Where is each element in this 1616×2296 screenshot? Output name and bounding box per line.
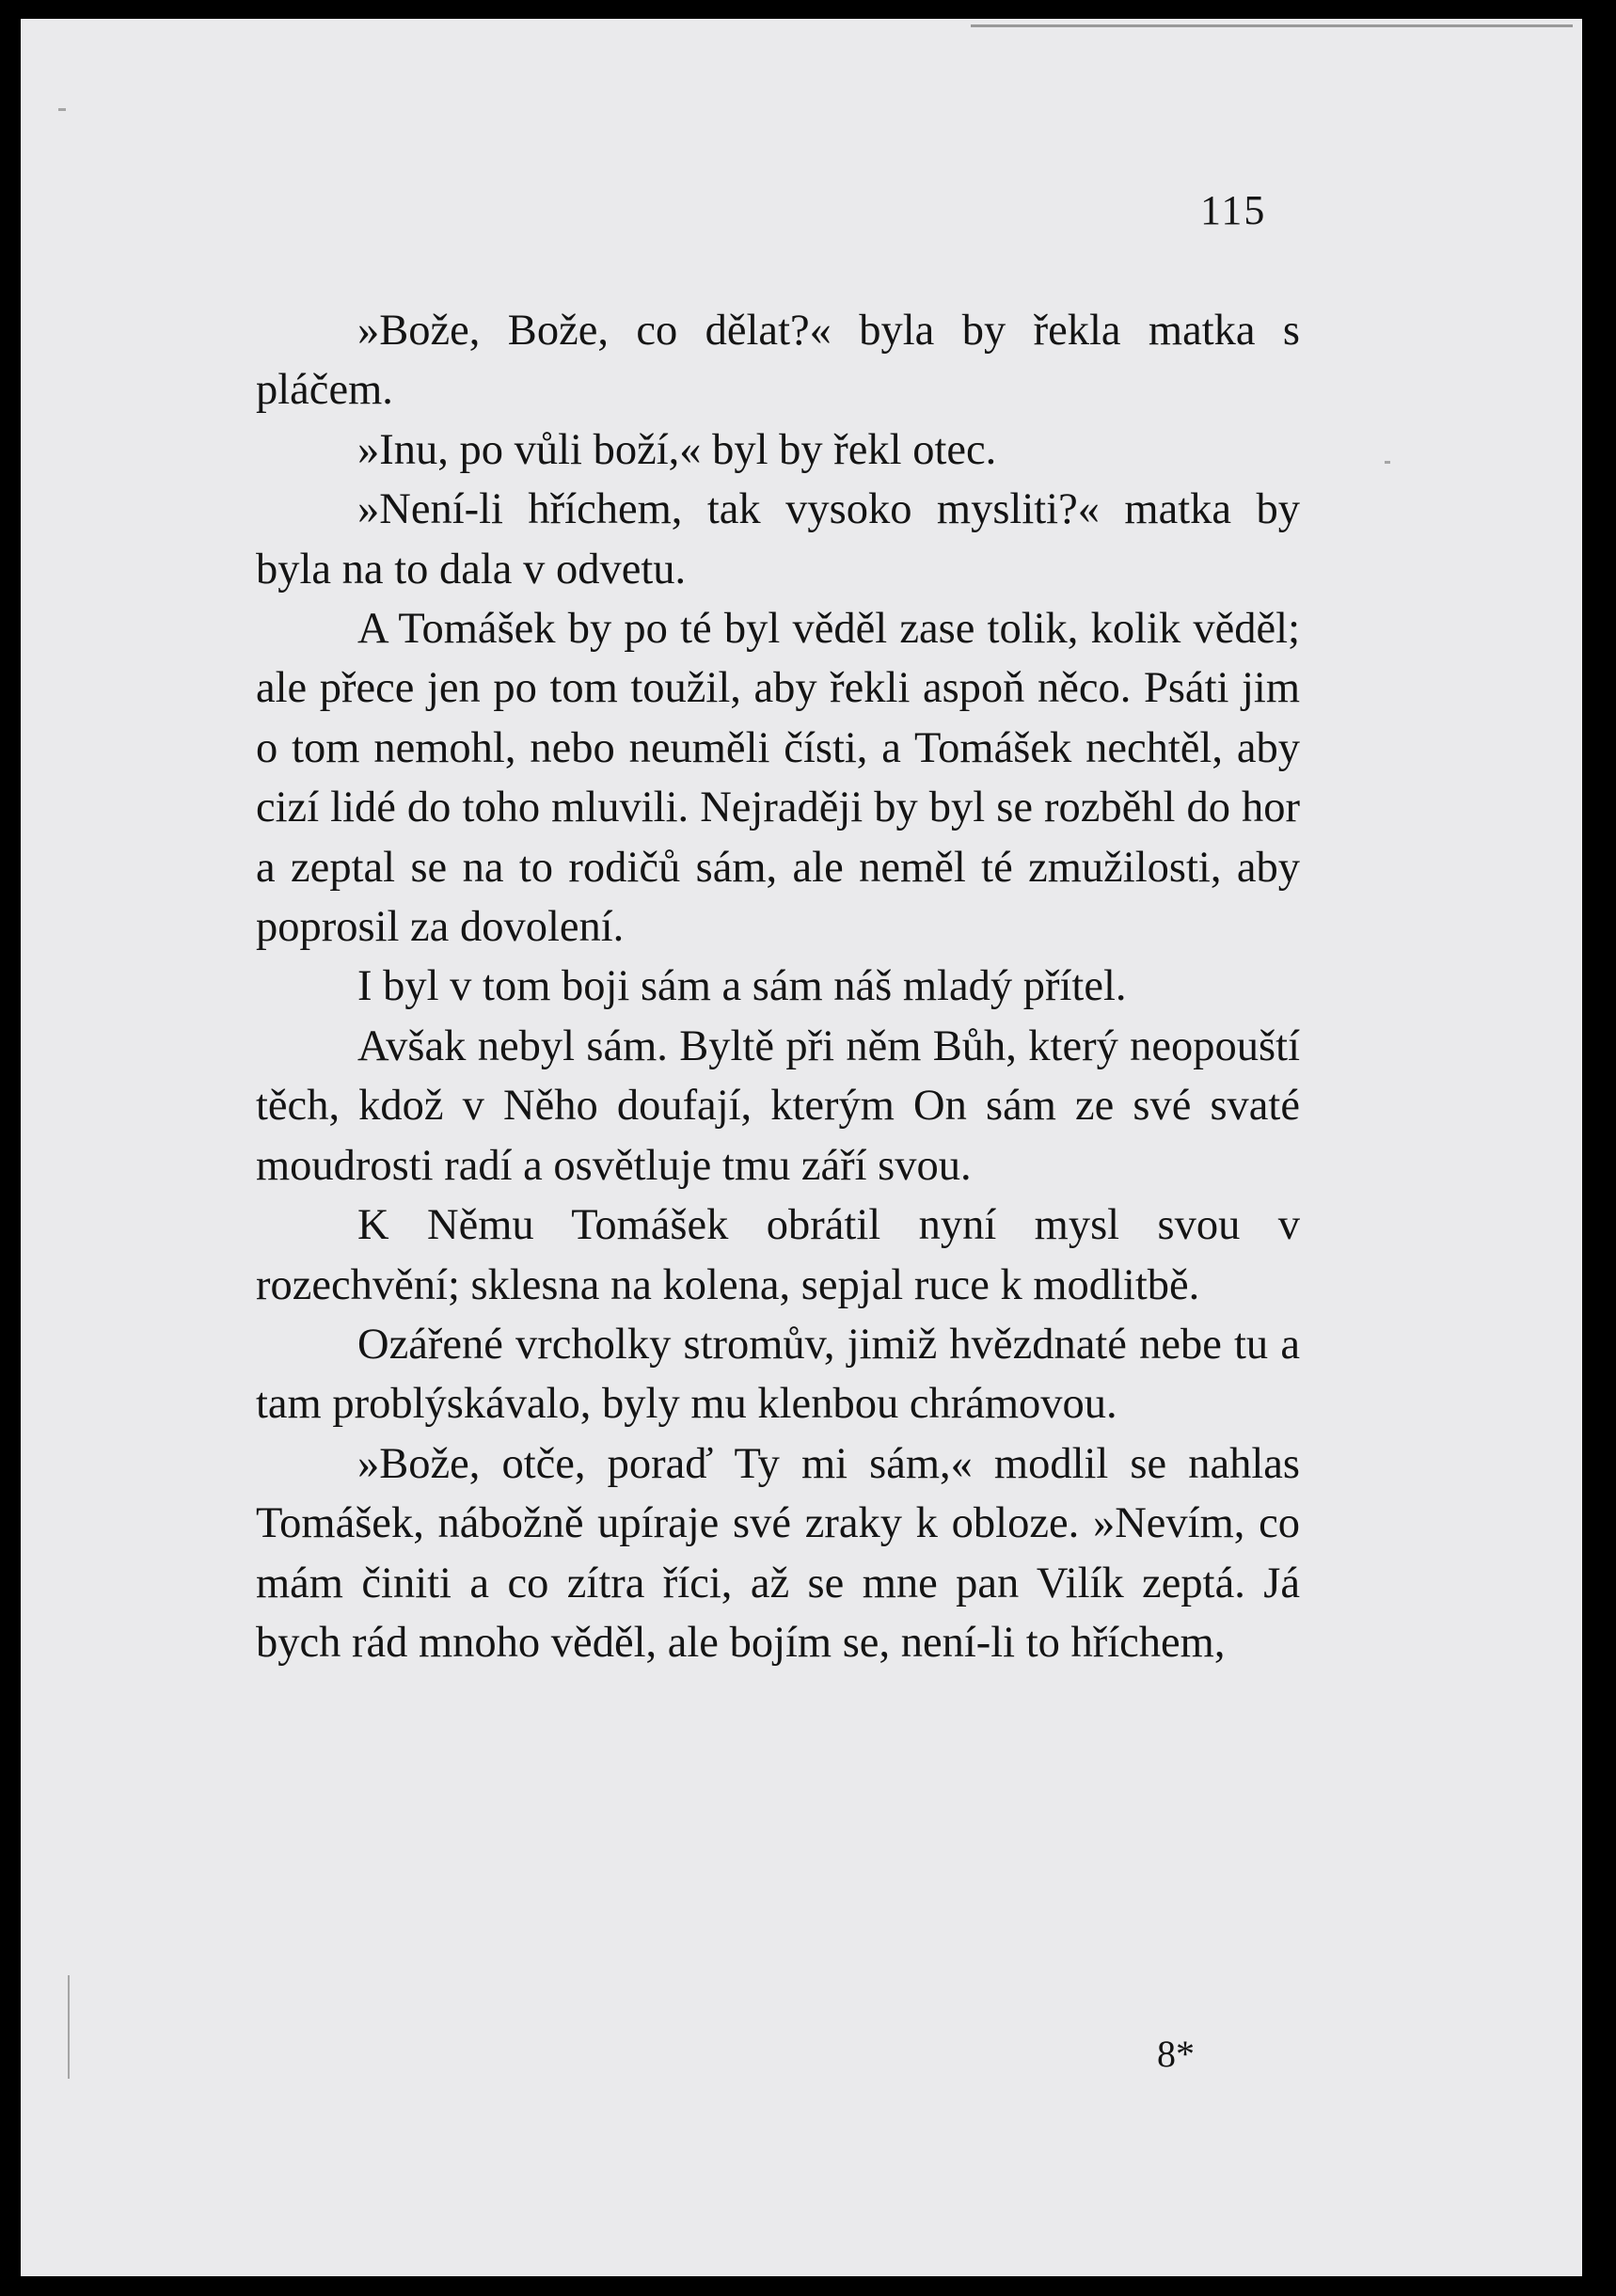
paragraph: »Není-li hříchem, tak vysoko mysliti?« matka by byla na to dala v odvetu. [256,485,1300,594]
scan-speck [68,1975,70,2079]
printer-signature: 8* [1157,2033,1195,2075]
paragraph: »Bože, otče, poraď Ty mi sám,« modlil se nahlas Tomášek, nábožně upíraje své zraky k obloze. »Nevím, co mám činiti a co zítra říci, až se mne pan Vilík zeptá. Já bych rád mnoho věděl, ale bojím se, není-li to hříchem, [256,1439,1300,1667]
scan-speck [1385,461,1390,464]
scan-speck [58,108,66,111]
paragraph: »Bože, Bože, co dělat?« byla by řekla matka s pláčem. [256,307,1300,415]
paragraph: I byl v tom boji sám a sám náš mladý přítel. [357,962,1127,1011]
page-number: 115 [1200,187,1267,233]
paragraph: »Inu, po vůli boží,« byl by řekl otec. [357,425,997,474]
body-text [256,301,1300,1672]
scan-edge-mark [971,24,1573,27]
book-page [21,19,1582,2276]
paragraph: A Tomášek by po té byl věděl zase tolik, kolik věděl; ale přece jen po tom toužil, aby řekli aspoň něco. Psáti jim o tom nemohl, nebo neuměli čísti, a Tomášek nechtěl, aby cizí lidé do toho mluvili. Nejraději by byl se rozběhl do hor a zeptal se na to rodičů sám, ale neměl té zmužilosti, aby poprosil za dovolení. [256,605,1300,952]
paragraph: Ozářené vrcholky stromův, jimiž hvězdnaté nebe tu a tam problýskávalo, byly mu klenbou chrámovou. [256,1320,1300,1429]
paragraph: Avšak nebyl sám. Byltě při něm Bůh, který neopouští těch, kdož v Něho doufají, kterým On sám ze své svaté moudrosti radí a osvětluje tmu září svou. [256,1021,1300,1190]
paragraph: K Němu Tomášek obrátil nyní mysl svou v rozechvění; sklesna na kolena, sepjal ruce k modlitbě. [256,1201,1300,1309]
